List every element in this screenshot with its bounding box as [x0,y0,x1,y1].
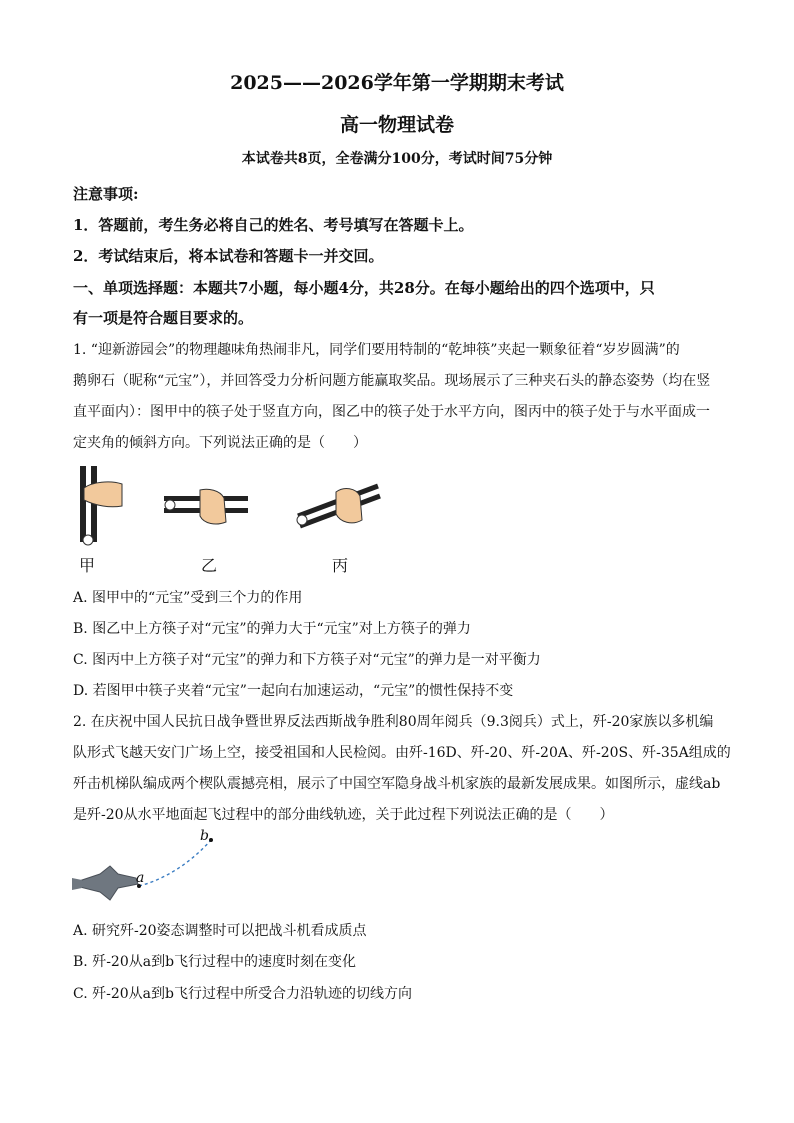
section-heading-cont: 有一项是符合题目要求的。 [73,309,254,327]
figure-label-yi: 乙 [201,556,218,575]
q1-stem-line: 鹅卵石（昵称“元宝”），并回答受力分析问题方能赢取奖品。现场展示了三种夹石头的静态姿势（均在竖 [73,373,711,389]
q2-stem-line: 2. 在庆祝中国人民抗日战争暨世界反法西斯战争胜利80周年阅兵（9.3阅兵）式上，歼-20家族以多机编 [73,714,714,730]
q1-option-c: C. 图丙中上方筷子对“元宝”的弹力和下方筷子对“元宝”的弹力是一对平衡力 [73,652,541,668]
q1-stem-line: 定夹角的倾斜方向。下列说法正确的是（ ） [73,435,367,451]
q2-option-b: B. 歼-20从a到b飞行过程中的速度时刻在变化 [73,954,357,970]
notice-item: 1．答题前，考生务必将自己的姓名、考号填写在答题卡上。 [73,216,474,234]
section-heading: 一、单项选择题：本题共7小题，每小题4分，共28分。在每小题给出的四个选项中，只 [73,279,655,297]
notice-item: 2．考试结束后，将本试卷和答题卡一并交回。 [73,247,384,265]
q1-stem-line: 直平面内）：图甲中的筷子处于竖直方向，图乙中的筷子处于水平方向，图丙中的筷子处于与水平面成一 [73,404,710,420]
figure-bing-chopsticks-tilted [290,476,386,532]
trajectory-label-b: b [200,828,209,844]
q1-option-d: D. 若图甲中筷子夹着“元宝”一起向右加速运动，“元宝”的惯性保持不变 [73,683,514,699]
q2-stem-line: 是歼-20从水平地面起飞过程中的部分曲线轨迹，关于此过程下列说法正确的是（ ） [73,807,614,823]
q2-option-a: A. 研究歼-20姿态调整时可以把战斗机看成质点 [73,923,367,939]
q2-stem-line: 队形式飞越天安门广场上空，接受祖国和人民检阅。由歼-16D、歼-20、歼-20A、歼-20S、歼-35A组成的 [73,745,731,761]
q1-stem-line: 1. “迎新游园会”的物理趣味角热闹非凡，同学们要用特制的“乾坤筷”夹起一颗象征着“岁岁圆满”的 [73,342,680,358]
subject-title: 高一物理试卷 [339,114,454,136]
exam-title: 2025——2026学年第一学期期末考试 [230,72,564,94]
q2-option-c: C. 歼-20从a到b飞行过程中所受合力沿轨迹的切线方向 [73,986,412,1002]
q1-option-b: B. 图乙中上方筷子对“元宝”的弹力大于“元宝”对上方筷子的弹力 [73,621,471,637]
figure-label-bing: 丙 [332,556,349,575]
q1-option-a: A. 图甲中的“元宝”受到三个力的作用 [73,590,303,606]
notice-heading: 注意事项: [73,185,139,203]
figure-jia-chopsticks-vertical [70,462,130,550]
exam-info: 本试卷共8页，全卷满分100分，考试时间75分钟 [241,151,553,167]
figure-yi-chopsticks-horizontal [160,486,250,530]
q2-stem-line: 歼击机梯队编成两个楔队震撼亮相，展示了中国空军隐身战斗机家族的最新发展成果。如图所示，虚线ab [73,776,721,792]
trajectory-label-a: a [136,870,145,886]
figure-label-jia: 甲 [79,556,96,575]
